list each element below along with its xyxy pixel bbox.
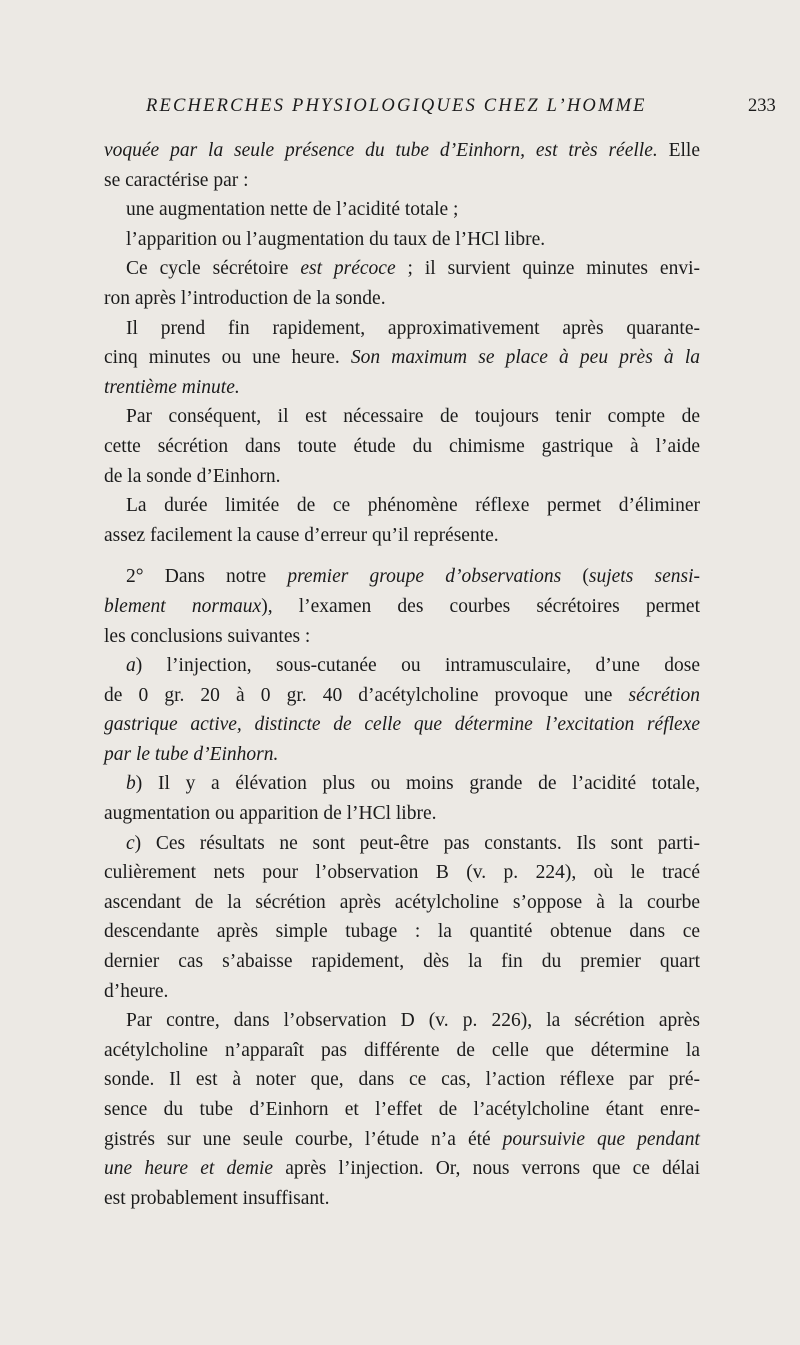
running-head: RECHERCHES PHYSIOLOGIQUES CHEZ L’HOMME [146,96,647,116]
text-run: ( [561,566,589,588]
text-line [104,977,700,1007]
text-line [104,343,700,373]
text-run: ) Ces résultats ne sont peut-être pas constants. Ils sont parti- [134,832,700,854]
text-run: après l’injection. Or, nous verrons que ce délai [273,1158,700,1180]
text-line [104,1065,700,1095]
text-line [104,888,700,918]
italic-text: a [126,655,136,677]
text-run: ; il survient quinze minutes envi- [395,258,700,280]
text-run: sence du tube d’Einhorn et l’effet de l’acétylcholine étant enre- [104,1099,700,1120]
text-line [104,562,700,592]
text-line [104,1154,700,1184]
text-run: de la sonde d’Einhorn. [104,465,281,487]
page-header [146,96,776,126]
italic-text: blement normaux [104,595,262,617]
text-line [104,462,700,492]
text-run: est probablement insuffisant. [104,1187,330,1209]
text-line [104,592,700,622]
text-run: augmentation ou apparition de l’HCl libre. [104,803,437,825]
text-line [104,1125,700,1155]
text-line [104,917,700,947]
italic-text: voquée par la seule présence du tube d’Einhorn, est très réelle. [104,140,658,161]
text-run: sonde. Il est à noter que, dans ce cas, l’action réflexe par pré- [104,1069,700,1091]
text-run: gistrés sur une seule courbe, l’étude n’a été [104,1128,503,1150]
italic-text: par le tube d’Einhorn. [104,743,279,765]
page-number: 233 [748,96,776,116]
text-run: La durée limitée de ce phénomène réflexe permet d’éliminer [126,495,700,517]
italic-text: trentième minute. [104,376,240,398]
text-line [104,491,700,521]
text-run: une augmentation nette de l’acidité totale ; [126,199,459,221]
text-line [104,136,700,166]
text-line [104,521,700,551]
text-run: Ce cycle sécrétoire [126,258,301,280]
text-line [104,1006,700,1036]
text-run: d’heure. [104,980,169,1002]
text-run: acétylcholine n’apparaît pas différente de celle que détermine la [104,1039,700,1061]
text-run: Par contre, dans l’observation D (v. p. 226), la sécrétion après [126,1010,700,1032]
italic-text: est précoce [300,258,396,280]
text-run: les conclusions suivantes : [104,625,311,647]
italic-text: c [126,832,135,854]
text-line [104,651,700,681]
text-run: ron après l’introduction de la sonde. [104,287,386,309]
italic-text: une heure et demie [104,1158,274,1180]
italic-text: sujets sensi- [588,566,700,588]
italic-text: gastrique active, distincte de celle que détermine l’excitation réflexe [104,714,700,736]
text-line [104,373,700,403]
text-line [104,314,700,344]
text-line [104,1184,700,1214]
text-run: dernier cas s’abaisse rapidement, dès la fin du premier quart [104,951,700,973]
text-run: Elle [657,140,700,161]
text-line [104,1095,700,1125]
text-line [104,225,700,255]
text-line [104,195,700,225]
italic-text: poursuivie que pendant [502,1128,700,1150]
text-run: cinq minutes ou une heure. [104,347,351,369]
text-run: Il prend fin rapidement, approximativement après quarante- [126,317,700,339]
text-line [104,858,700,888]
text-run: descendante après simple tubage : la quantité obtenue dans ce [104,921,700,943]
text-line [104,1036,700,1066]
text-run: culièrement nets pour l’observation B (v. p. 224), où le tracé [104,862,700,884]
text-line [104,622,700,652]
text-line [104,769,700,799]
text-run: Par conséquent, il est nécessaire de toujours tenir compte de [126,406,700,428]
text-line [104,681,700,711]
text-run: cette sécrétion dans toute étude du chimisme gastrique à l’aide [104,435,700,457]
text-line [104,710,700,740]
italic-text: Son maximum se place à peu près à la [350,347,701,369]
text-run: assez facilement la cause d’erreur qu’il représente. [104,524,499,546]
text-line [104,432,700,462]
text-line [104,740,700,770]
text-line [104,254,700,284]
text-line [104,829,700,859]
text-run: ) l’injection, sous-cutanée ou intramusculaire, d’une dose [135,655,700,677]
text-run: ) Il y a élévation plus ou moins grande de l’acidité totale, [135,773,700,795]
text-run: se caractérise par : [104,169,249,191]
text-run: ), l’examen des courbes sécrétoires permet [261,595,700,617]
text-line [104,799,700,829]
italic-text: b [126,773,136,795]
text-line [104,402,700,432]
italic-text: premier groupe d’observations [287,566,562,588]
text-run: l’apparition ou l’augmentation du taux de l’HCl libre. [126,228,546,250]
text-run: 2° Dans notre [126,566,288,588]
text-run: de 0 gr. 20 à 0 gr. 40 d’acétylcholine provoque une [104,684,629,706]
text-line [104,166,700,196]
italic-text: sécrétion [628,684,700,706]
text-line [104,947,700,977]
text-run: ascendant de la sécrétion après acétylcholine s’oppose à la courbe [104,891,700,913]
body-text [104,136,700,1213]
text-line [104,284,700,314]
